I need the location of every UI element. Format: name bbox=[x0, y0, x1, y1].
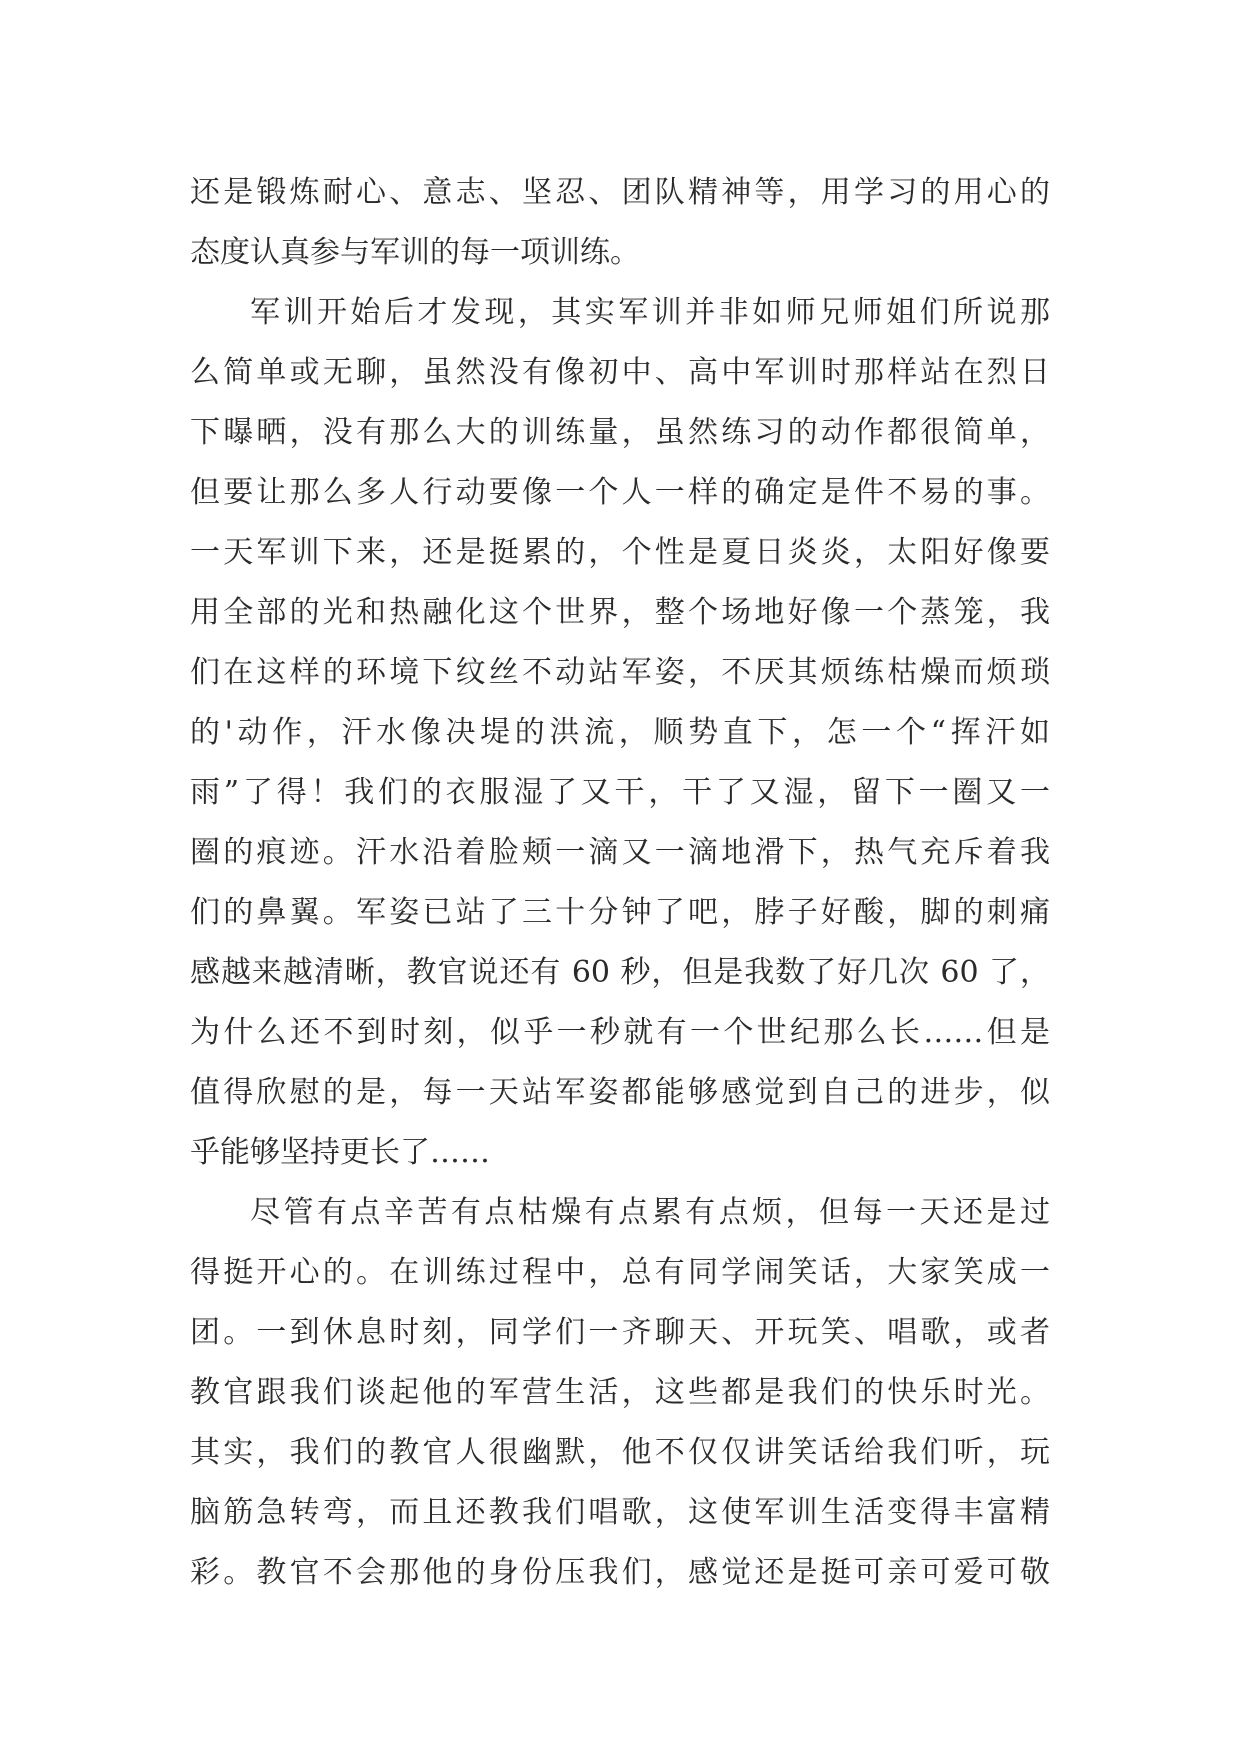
text-line: 圈的痕迹。汗水沿着脸颊一滴又一滴地滑下，热气充斥着我 bbox=[190, 835, 1050, 870]
text-line: 用全部的光和热融化这个世界，整个场地好像一个蒸笼，我 bbox=[190, 595, 1050, 630]
text-line: 一天军训下来，还是挺累的，个性是夏日炎炎，太阳好像要 bbox=[190, 535, 1050, 570]
text-line: 得挺开心的。在训练过程中，总有同学闹笑话，大家笑成一 bbox=[190, 1255, 1050, 1290]
text-line: 们在这样的环境下纹丝不动站军姿，不厌其烦练枯燥而烦琐 bbox=[190, 655, 1050, 690]
text-line: 乎能够坚持更长了…… bbox=[190, 1135, 490, 1170]
text-line: 雨”了得！我们的衣服湿了又干，干了又湿，留下一圈又一 bbox=[190, 775, 1050, 810]
text-line: 军训开始后才发现，其实军训并非如师兄师姐们所说那 bbox=[250, 295, 1050, 330]
text-line: 么简单或无聊，虽然没有像初中、高中军训时那样站在烈日 bbox=[190, 355, 1050, 390]
text-line: 还是锻炼耐心、意志、坚忍、团队精神等，用学习的用心的 bbox=[190, 175, 1050, 210]
text-line: 其实，我们的教官人很幽默，他不仅仅讲笑话给我们听，玩 bbox=[190, 1435, 1050, 1470]
text-line: 教官跟我们谈起他的军营生活，这些都是我们的快乐时光。 bbox=[190, 1375, 1050, 1410]
text-line: 彩。教官不会那他的身份压我们，感觉还是挺可亲可爱可敬 bbox=[190, 1555, 1050, 1590]
text-line: 脑筋急转弯，而且还教我们唱歌，这使军训生活变得丰富精 bbox=[190, 1495, 1050, 1530]
text-line: 们的鼻翼。军姿已站了三十分钟了吧，脖子好酸，脚的刺痛 bbox=[190, 895, 1050, 930]
body-text bbox=[190, 163, 1050, 1603]
text-line: 团。一到休息时刻，同学们一齐聊天、开玩笑、唱歌，或者 bbox=[190, 1315, 1050, 1350]
text-line: 为什么还不到时刻，似乎一秒就有一个世纪那么长……但是 bbox=[190, 1015, 1050, 1050]
text-line: 的'动作，汗水像决堤的洪流，顺势直下，怎一个“挥汗如 bbox=[190, 715, 1050, 750]
text-line: 态度认真参与军训的每一项训练。 bbox=[190, 235, 640, 270]
text-line: 尽管有点辛苦有点枯燥有点累有点烦，但每一天还是过 bbox=[250, 1195, 1050, 1230]
text-line: 感越来越清晰，教官说还有 60 秒，但是我数了好几次 60 了， bbox=[190, 955, 1050, 990]
text-line: 下曝晒，没有那么大的训练量，虽然练习的动作都很简单， bbox=[190, 415, 1050, 450]
text-line: 但要让那么多人行动要像一个人一样的确定是件不易的事。 bbox=[190, 475, 1050, 510]
text-line: 值得欣慰的是，每一天站军姿都能够感觉到自己的进步，似 bbox=[190, 1075, 1050, 1110]
